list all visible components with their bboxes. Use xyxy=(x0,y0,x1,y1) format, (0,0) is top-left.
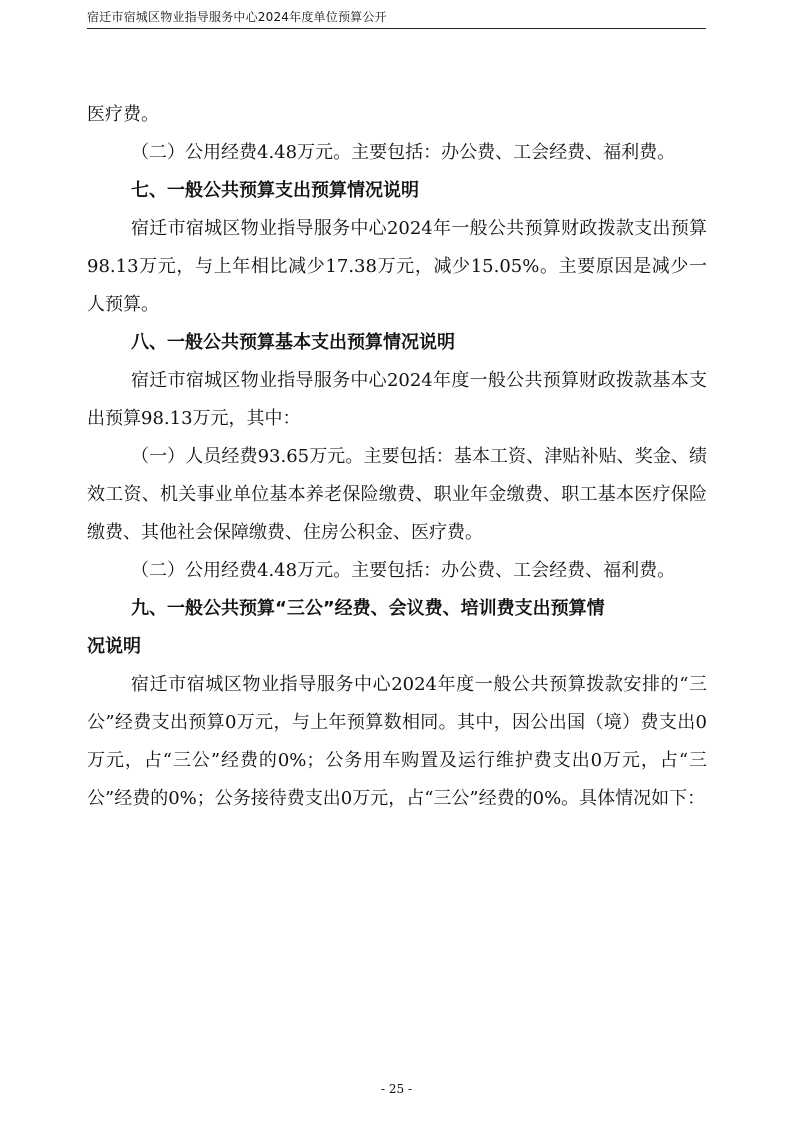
paragraph-general-budget-expenditure: 宿迁市宿城区物业指导服务中心2024年一般公共预算财政拨款支出预算98.13万元，与上年相比减少17.38万元，减少15.05%。主要原因是减少一人预算。 xyxy=(87,218,707,315)
document-body xyxy=(87,96,707,818)
section-heading-9-line1: 九、一般公共预算“三公”经费、会议费、培训费支出预算情 xyxy=(131,598,605,619)
section-heading-9-line2: 况说明 xyxy=(87,636,141,657)
paragraph-medical-fee: 医疗费。 xyxy=(87,104,159,125)
paragraph-public-expense-2: （二）公用经费4.48万元。主要包括：办公费、工会经费、福利费。 xyxy=(131,560,676,581)
section-heading-9 xyxy=(87,590,707,666)
paragraph-three-public-expenses: 宿迁市宿城区物业指导服务中心2024年度一般公共预算拨款安排的“三公”经费支出预算0万元，与上年预算数相同。其中，因公出国（境）费支出0万元，占“三公”经费的0%；公务用车购置及运行维护费支出0万元，占“三公”经费的0%；公务接待费支出0万元，占“三公”经费的0%。具体情况如下： xyxy=(87,674,707,809)
paragraph-personnel-expense: （一）人员经费93.65万元。主要包括：基本工资、津贴补贴、奖金、绩效工资、机关事业单位基本养老保险缴费、职业年金缴费、职工基本医疗保险缴费、其他社会保障缴费、住房公积金、医疗费。 xyxy=(87,446,707,543)
paragraph-public-expense-1: （二）公用经费4.48万元。主要包括：办公费、工会经费、福利费。 xyxy=(131,142,676,163)
document-header-title: 宿迁市宿城区物业指导服务中心2024年度单位预算公开 xyxy=(87,10,387,24)
section-heading-8: 八、一般公共预算基本支出预算情况说明 xyxy=(131,332,455,353)
page-number: - 25 - xyxy=(380,1082,412,1096)
paragraph-basic-expenditure: 宿迁市宿城区物业指导服务中心2024年度一般公共预算财政拨款基本支出预算98.13万元，其中： xyxy=(87,370,707,429)
section-heading-7: 七、一般公共预算支出预算情况说明 xyxy=(131,180,419,201)
header-divider xyxy=(87,28,706,29)
